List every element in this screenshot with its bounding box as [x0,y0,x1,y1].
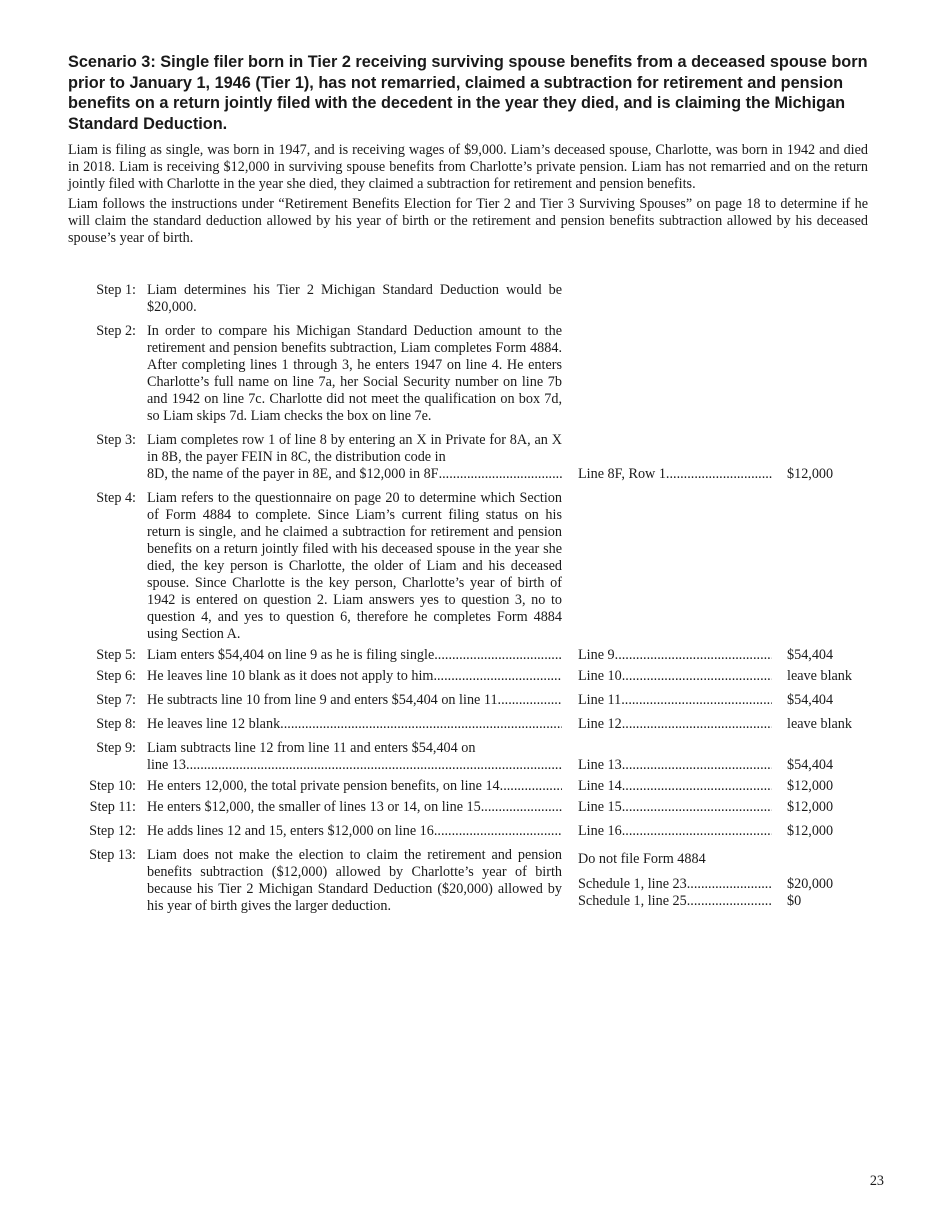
step-text: Liam enters $54,404 on line 9 as he is filing single ..... [147,647,562,664]
line-ref: Line 15. [578,799,626,815]
step-text: He subtracts line 10 from line 9 and enters $54,404 on line 11 ..... [147,692,562,709]
line-ref: Line 8F, Row 1. [578,466,670,482]
step-11-entry [578,799,876,816]
step-label: Step 9: [96,740,136,756]
step-text: He enters $12,000, the smaller of lines 13 or 14, on line 15 ..... [147,799,562,816]
step-text-last-line: line 13 [147,757,187,773]
step-text: He adds lines 12 and 15, enters $12,000 on line 16. ..... [147,823,562,840]
line-ref: Line 9. [578,647,619,663]
line-ref: Schedule 1, line 25 [578,893,687,909]
step-label: Step 2: [96,323,136,339]
step-8-entry [578,716,876,733]
scenario-heading: Scenario 3: Single filer born in Tier 2 receiving surviving spouse benefits from a deceased spouse born prior to January 1, 1946 (Tier 1), has not remarried, claimed a subtraction for retirement and pension benefits on a return jointly filed with the decedent in the year they died, and is claiming the Michigan Standard Deduction. [68,53,868,133]
step-label: Step 6: [96,668,136,684]
step-text: In order to compare his Michigan Standard Deduction amount to the retirement and pension benefits subtraction, Liam completes Form 4884. After completing lines 1 through 3, he enters 1947 on line 4. He enters Charlotte’s full name on line 7a, her Social Security number on line 7b and 1942 on line 7c. Charlotte did not meet the qualification on box 7d, so Liam skips 7d. Liam checks the box on line 7e. [147,323,562,424]
schedule-line-23 [578,876,876,893]
instructions-paragraph: Liam follows the instructions under “Retirement Benefits Election for Tier 2 and Tier 3 Surviving Spouses” on page 18 to determine if he will claim the standard deduction allowed by his year of birth or the retirement and pension benefits subtraction allowed by his deceased spouse’s year of birth. [68,196,868,246]
step-4 [68,490,868,643]
step-6-entry [578,668,876,685]
step-text-last-line: 8D, the name of the payer in 8E, and $12,000 in 8F [147,466,439,482]
steps-list [68,282,868,922]
line-ref: Line 12. [578,716,626,732]
line-value: $20,000 [787,876,834,892]
line-value: leave blank [787,716,852,732]
line-ref: Line 11. [578,692,625,708]
step-label: Step 3: [96,432,136,448]
step-3 [68,432,868,483]
line-ref: Line 16. [578,823,626,839]
step-11 [68,799,868,816]
line-ref: Line 14. [578,778,626,794]
step-5 [68,647,868,664]
page-number: 23 [869,1173,884,1189]
step-label: Step 1: [96,282,136,298]
do-not-file-note: Do not file Form 4884 [578,851,706,867]
intro-paragraph: Liam is filing as single, was born in 1947, and is receiving wages of $9,000. Liam’s deceased spouse, Charlotte, was born in 1942 and died in 2018. Liam is receiving $12,000 in surviving spouse benefits from Charlotte’s private pension. Liam has not remarried and on the return jointly filed with Charlotte in the year she died, they claimed a subtraction for retirement and pension benefits. [68,142,868,192]
step-13 [68,847,868,915]
line-value: $54,404 [787,647,834,663]
step-text-body: Liam subtracts line 12 from line 11 and enters $54,404 on [147,740,476,756]
step-text: Liam does not make the election to claim the retirement and pension benefits subtraction ($12,000) allowed by Charlotte’s year of birth because his Tier 2 Michigan Standard Deduction ($20,000) allowed by his year of birth gives the larger deduction. [147,847,562,914]
step-text [147,432,562,483]
line-value: leave blank [787,668,852,684]
step-10-entry [578,778,876,795]
step-label: Step 10: [89,778,136,794]
line-value: $54,404 [787,692,834,708]
step-text: He leaves line 10 blank as it does not apply to him ..... [147,668,562,685]
step-7-entry [578,692,876,709]
step-label: Step 11: [89,799,136,815]
step-12 [68,823,868,840]
line-value: $0 [787,893,802,909]
step-9-entry [578,757,876,774]
step-6 [68,668,868,685]
step-1 [68,282,868,316]
line-value: $12,000 [787,466,834,482]
step-8 [68,716,868,733]
step-7 [68,692,868,709]
step-2 [68,323,868,425]
line-value: $54,404 [787,757,834,773]
step-label: Step 4: [96,490,136,506]
step-label: Step 13: [89,847,136,863]
line-value: $12,000 [787,823,834,839]
step-10 [68,778,868,795]
step-text-body: Liam completes row 1 of line 8 by entering an X in Private for 8A, an X in 8B, the payer FEIN in 8C, the distribution code in [147,432,562,465]
schedule-line-25 [578,893,876,910]
scenario-section [68,52,868,250]
step-text: He enters 12,000, the total private pension benefits, on line 14 ..... [147,778,562,795]
step-text: Liam refers to the questionnaire on page 20 to determine which Section of Form 4884 to complete. Since Liam’s current filing status on his return is single, and he claimed a subtraction for retirement and pension benefits on a return jointly filed with his deceased spouse in the year she died, the key person is Charlotte, the older of Liam and his deceased spouse. Since Charlotte is the key person, Charlotte’s year of birth of 1942 is entered on question 2. Liam answers yes to question 3, no to question 4, and yes to question 6, therefore he completes Form 4884 using Section A. [147,490,562,642]
line-value: $12,000 [787,799,834,815]
step-13-entries [578,847,876,910]
line-ref: Schedule 1, line 23 [578,876,687,892]
step-label: Step 8: [96,716,136,732]
step-text: Liam determines his Tier 2 Michigan Standard Deduction would be $20,000. [147,282,562,315]
step-5-entry [578,647,876,664]
step-label: Step 7: [96,692,136,708]
step-3-entry [578,466,876,483]
line-value: $12,000 [787,778,834,794]
step-text [147,740,562,774]
step-text: He leaves line 12 blank. ..... [147,716,562,733]
step-12-entry [578,823,876,840]
step-9 [68,740,868,774]
line-ref: Line 10. [578,668,626,684]
step-label: Step 5: [96,647,136,663]
step-label: Step 12: [89,823,136,839]
line-ref: Line 13. [578,757,626,773]
